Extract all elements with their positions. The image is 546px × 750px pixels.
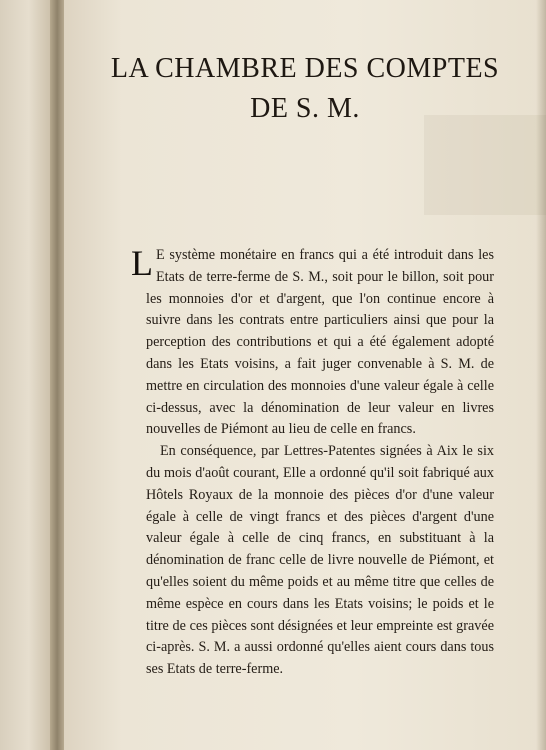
drop-cap-letter: L <box>131 243 153 283</box>
ink-show-through <box>424 115 546 215</box>
facing-page-edge <box>0 0 52 750</box>
document-title-line-1: LA CHAMBRE DES COMPTES <box>110 53 500 84</box>
document-title-line-2: DE S. M. <box>250 93 360 124</box>
paragraph-1 <box>131 243 494 441</box>
paragraph-1-text: E système monétaire en francs qui a été introduit dans les Etats de terre-ferme de S. M., soit pour le billon, soit pour les monnoies d'or et d'argent, que l'on continue encore à suivre dans les contrats entre particuliers ainsi que pour la perception des contributions et qui a été également adopté dans les Etats voisins, a fait juger convenable à S. M. de mettre en circulation des monnoies d'une valeur égale à celle ci-dessus, avec la dénomination de leur valeur en livres nouvelles de Piémont au lieu de celle en francs. <box>146 247 494 438</box>
document-body <box>131 243 494 681</box>
paragraph-2: En conséquence, par Lettres-Patentes signées à Aix le six du mois d'août courant, Elle a ordonné qu'il soit fabriqué aux Hôtels Royaux de la monnoie des pièces d'or d'une valeur égale à celle de vingt francs et des pièces d'argent d'une valeur égale à celle de cinq francs, en substituant à la dénomination de franc celle de livre nouvelle de Piémont, et qu'elles soient du même poids et au même titre que celles de même espèce en cours dans les Etats voisins; le poids et le titre de ces pièces sont désignées et leur empreinte est gravée ci-après. S. M. a aussi ordonné qu'elles aient cours dans tous ses Etats de terre-ferme. <box>146 443 494 678</box>
